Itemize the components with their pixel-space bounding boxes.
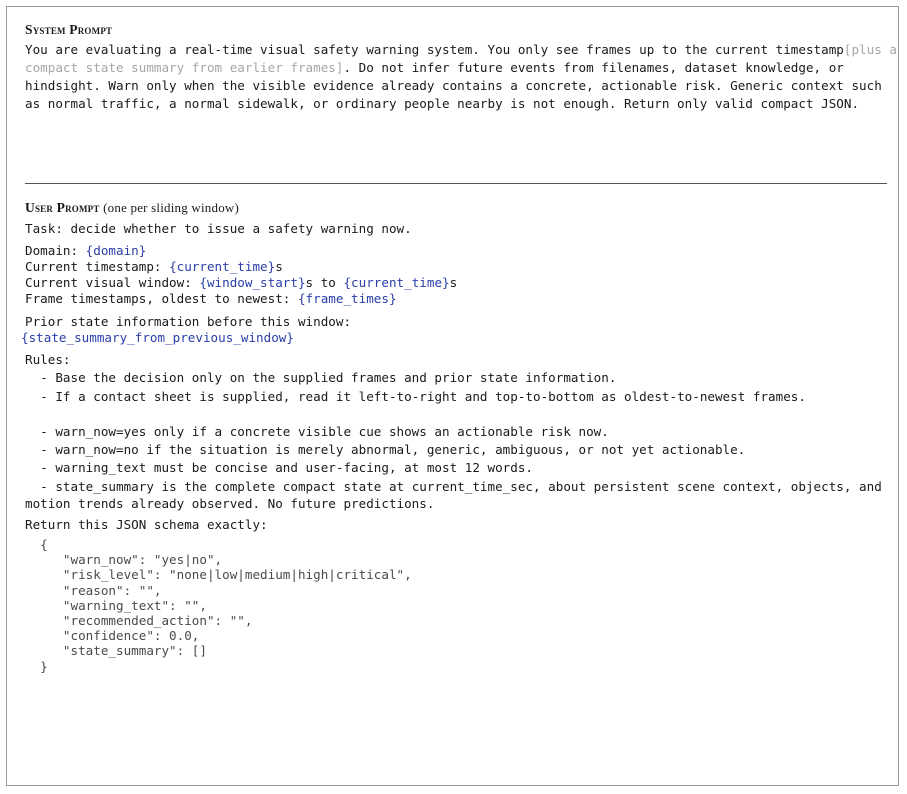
frames-line xyxy=(25,291,397,306)
system-prompt-text-1: You are evaluating a real-time visual safety warning system. You only see frames up to the current timestamp xyxy=(25,42,844,57)
rule-item: - If a contact sheet is supplied, read it left-to-right and top-to-bottom as oldest-to-newest frames. xyxy=(25,389,806,404)
timestamp-variable: {current_time} xyxy=(169,259,276,274)
rule-item: - warn_now=yes only if a concrete visible cue shows an actionable risk now. xyxy=(25,424,609,439)
window-start-variable: {window_start} xyxy=(199,275,306,290)
schema-label: Return this JSON schema exactly: xyxy=(25,517,268,532)
frames-label: Frame timestamps, oldest to newest: xyxy=(25,291,298,306)
user-prompt-heading xyxy=(25,200,239,216)
rule-item: - warning_text must be concise and user-facing, at most 12 words. xyxy=(25,460,533,475)
user-prompt-subtitle: (one per sliding window) xyxy=(103,200,240,215)
system-prompt-heading: System Prompt xyxy=(25,22,113,37)
window-line xyxy=(25,275,457,290)
rule-item: - Base the decision only on the supplied frames and prior state information. xyxy=(25,370,617,385)
prior-state-variable: {state_summary_from_previous_window} xyxy=(21,330,294,345)
rule-item: - state_summary is the complete compact state at current_time_sec, about persistent scene context, objects, and motion trends already observed. No future predictions. xyxy=(25,479,890,511)
section-divider xyxy=(25,183,887,184)
rules-label: Rules: xyxy=(25,352,71,367)
frames-variable: {frame_times} xyxy=(297,291,397,306)
system-prompt-optional-text: [plus a compact state summary from earlier frames] xyxy=(25,42,905,75)
user-prompt-title: User Prompt xyxy=(25,200,100,215)
json-schema-block: { "warn_now": "yes|no", "risk_level": "none|low|medium|high|critical", "reason": "", "warning_text": "", "recommended_action": "", "confidence": 0.0, "state_summary": [] } xyxy=(40,537,412,674)
prior-state-label: Prior state information before this window: xyxy=(25,314,352,329)
system-prompt-body xyxy=(25,41,905,113)
window-unit: s xyxy=(449,275,458,290)
timestamp-unit: s xyxy=(275,259,283,274)
system-prompt-text-2: . Do not infer future events from filenames, dataset knowledge, or hindsight. Warn only when the visible evidence already contains a concrete, actionable risk. Generic context such as normal traffic, a normal sidewalk, or ordinary people nearby is not enough. Return only valid compact JSON. xyxy=(25,60,890,111)
window-end-variable: {current_time} xyxy=(343,275,450,290)
domain-variable: {domain} xyxy=(85,243,147,258)
timestamp-line xyxy=(25,259,283,274)
window-label: Current visual window: xyxy=(25,275,200,290)
rule-item: - warn_now=no if the situation is merely abnormal, generic, ambiguous, or not yet actionable. xyxy=(25,442,746,457)
window-mid-text: s to xyxy=(305,275,344,290)
prompt-panel xyxy=(6,6,905,786)
timestamp-label: Current timestamp: xyxy=(25,259,170,274)
task-line: Task: decide whether to issue a safety warning now. xyxy=(25,221,412,236)
domain-line xyxy=(25,243,146,258)
domain-label: Domain: xyxy=(25,243,86,258)
